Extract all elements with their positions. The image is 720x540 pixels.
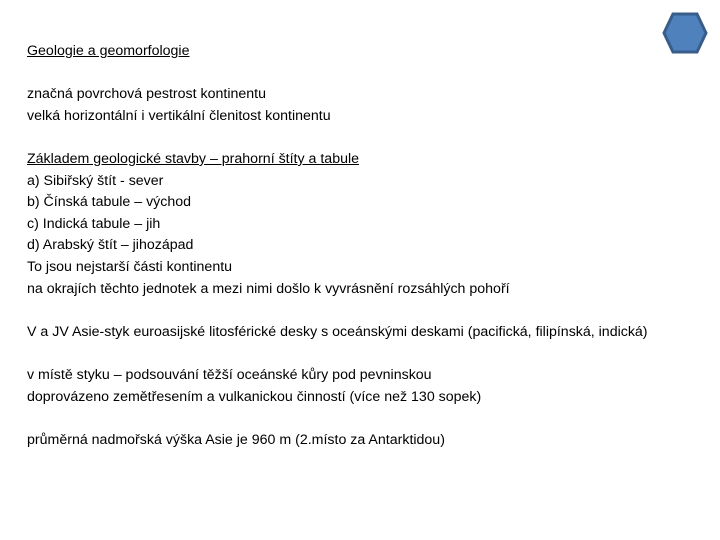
structure-note: To jsou nejstarší části kontinentu xyxy=(27,258,233,275)
altitude-text: průměrná nadmořská výška Asie je 960 m (2.místo za Antarktidou) xyxy=(27,431,445,448)
structure-item: d) Arabský štít – jihozápad xyxy=(27,237,194,254)
subduction-line: v místě styku – podsouvání těžší oceánské kůry pod pevninskou xyxy=(27,366,432,383)
intro-line: velká horizontální i vertikální členitost kontinentu xyxy=(27,107,331,124)
structure-note: na okrajích těchto jednotek a mezi nimi došlo k vyvrásnění rozsáhlých pohoří xyxy=(27,280,510,297)
slide-content xyxy=(27,41,697,473)
structure-block xyxy=(27,149,697,300)
structure-item: c) Indická tabule – jih xyxy=(27,215,161,232)
plates-text: V a JV Asie-styk euroasijské litosférické desky s oceánskými deskami (pacifická, filipínská, indická) xyxy=(27,323,648,340)
slide-title: Geologie a geomorfologie xyxy=(27,43,190,59)
structure-heading: Základem geologické stavby – prahorní štíty a tabule xyxy=(27,150,360,167)
intro-block xyxy=(27,84,697,127)
subduction-block xyxy=(27,365,697,408)
intro-line: značná povrchová pestrost kontinentu xyxy=(27,86,266,103)
structure-item: a) Sibiřský štít - sever xyxy=(27,172,164,189)
structure-item: b) Čínská tabule – východ xyxy=(27,194,192,211)
subduction-line: doprovázeno zemětřesením a vulkanickou činností (více než 130 sopek) xyxy=(27,388,482,405)
